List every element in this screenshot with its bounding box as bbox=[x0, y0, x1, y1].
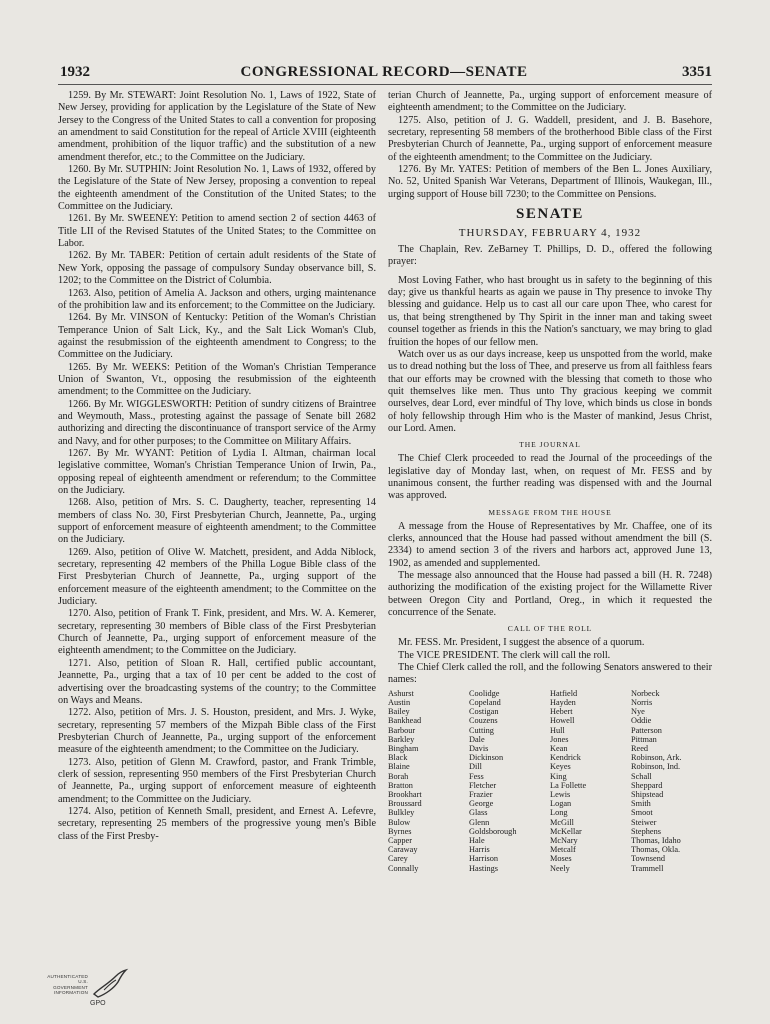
petition-paragraph: 1273. Also, petition of Glenn M. Crawford, pastor, and Frank Trimble, clerk of session, representing 950 members of the First Presbyterian Church of Jeannette, Pa., urging support of enforcement measure of eighteenth amendment; to the Committee on the Judiciary. bbox=[58, 756, 376, 805]
senator-name: Trammell bbox=[631, 863, 664, 873]
senator-name: La Follette bbox=[550, 780, 587, 790]
petition-paragraph: 1265. By Mr. WEEKS: Petition of the Woman's Christian Temperance Union of Swanton, Vt., opposing the resubmission of the eighteenth amendment; to the Committee on the Judiciary. bbox=[58, 361, 376, 398]
petition-paragraph: 1263. Also, petition of Amelia A. Jackson and others, urging maintenance of the prohibition law and its enforcement; to the Committee on the Judiciary. bbox=[58, 287, 376, 311]
senator-name: Townsend bbox=[631, 854, 665, 864]
senator-name: Harrison bbox=[469, 854, 499, 864]
senator-name: Davis bbox=[469, 743, 489, 753]
gpo-authentication-logo bbox=[42, 968, 134, 1012]
senator-name: Thomas, Idaho bbox=[631, 836, 681, 845]
senator-name: Pittman bbox=[631, 734, 657, 744]
senator-name: McGill bbox=[550, 817, 574, 827]
senator-name: Kendrick bbox=[550, 753, 581, 763]
senator-name: Cutting bbox=[469, 725, 494, 735]
senator-name: Caraway bbox=[388, 845, 418, 855]
senator-name: Brookhart bbox=[388, 789, 422, 799]
petition-paragraph: 1274. Also, petition of Kenneth Small, president, and Ernest A. Lefevre, secretary, representing 25 members of the progressive young men's Bible class of the First Presby- bbox=[58, 805, 376, 842]
message-paragraph: A message from the House of Representatives by Mr. Chaffee, one of its clerks, announced that the House had passed without amendment the bill (S. 2334) to amend section 3 of the rivers and harbors act, approved June 13, 1902, as amended and supplemented. bbox=[388, 520, 712, 569]
senator-name: Nye bbox=[631, 707, 645, 717]
senator-name: Blaine bbox=[388, 762, 410, 772]
senator-name: Hastings bbox=[469, 863, 499, 873]
senator-name: Keyes bbox=[550, 762, 571, 772]
petition-paragraph: 1275. Also, petition of J. G. Waddell, president, and J. B. Basehore, secretary, representing 58 members of the brotherhood Bible class of the First Presbyterian Church of Jeannette, Pa., urging support of enforcement measure of the eighteenth amendment; to the Committee on the Judiciary. bbox=[388, 114, 712, 163]
prayer-paragraph: Most Loving Father, who hast brought us in safety to the beginning of this day; give us thankful hearts as again we pause in Thy presence to invoke Thy blessing and guidance. Help us to cast all our care upon Thee, who carest for us, that being strengthened by Thy Spirit in the inner man and taking sweet counsel together as friends in this the Nation's sanctuary, we may bring to glad fruition the hopes of our fellow men. bbox=[388, 274, 712, 348]
senator-name: Fess bbox=[469, 771, 484, 781]
session-date: THURSDAY, FEBRUARY 4, 1932 bbox=[458, 227, 642, 240]
petition-paragraph: 1272. Also, petition of Mrs. J. S. Houston, president, and Mrs. J. Wyke, secretary, representing 57 members of the Mizpah Bible class of the First Presbyterian Church of Jeannette, Pa., urging support of the enforcement measure of the eighteenth amendment; to the Committee on the Judiciary. bbox=[58, 707, 376, 756]
senator-name: Oddie bbox=[631, 716, 652, 726]
roll-text bbox=[388, 637, 712, 686]
petition-paragraph: 1260. By Mr. SUTPHIN: Joint Resolution No. 1, Laws of 1932, offered by the Legislature of the State of New Jersey, proposing a convention to repeal the eighteenth amendment of the Constitution of the United States; to the Committee on the Judiciary. bbox=[58, 164, 376, 213]
senator-name: Jones bbox=[550, 734, 569, 744]
senator-name: Byrnes bbox=[388, 826, 412, 836]
senator-name: Frazier bbox=[469, 789, 493, 799]
senator-name: Harris bbox=[469, 845, 490, 855]
senator-name: Hatfield bbox=[550, 688, 578, 698]
senator-name: Carey bbox=[388, 854, 408, 864]
senator-list bbox=[388, 689, 712, 873]
senator-name: George bbox=[469, 799, 494, 809]
senator-name: Couzens bbox=[469, 716, 498, 726]
senator-column bbox=[388, 689, 469, 873]
petition-paragraph: 1261. By Mr. SWEENEY: Petition to amend section 2 of section 4463 of Title LII of the Revised Statutes of the United States; to the Committee on Labor. bbox=[58, 213, 376, 250]
eagle-icon bbox=[90, 968, 130, 1002]
senator-name: Ashurst bbox=[388, 688, 414, 698]
message-text bbox=[388, 521, 712, 620]
senator-name: Reed bbox=[631, 743, 649, 753]
senator-name: Bankhead bbox=[388, 716, 422, 726]
gpo-mark: GPO bbox=[90, 1000, 106, 1007]
senator-name: Lewis bbox=[550, 789, 571, 799]
logo-text: AUTHENTICATED U.S. GOVERNMENT INFORMATION bbox=[47, 974, 88, 996]
roll-heading: CALL OF THE ROLL bbox=[507, 624, 593, 634]
senator-name: McNary bbox=[550, 836, 578, 845]
senator-name: Robinson, Ark. bbox=[631, 753, 682, 763]
senator-name: Hayden bbox=[550, 697, 576, 707]
senator-name: Howell bbox=[550, 716, 575, 726]
senator-name: Connally bbox=[388, 863, 419, 873]
roll-paragraph: The Chief Clerk called the roll, and the following Senators answered to their names: bbox=[388, 662, 712, 686]
senator-column bbox=[469, 689, 550, 873]
senator-name: Dill bbox=[469, 762, 482, 772]
senator-name: Moses bbox=[550, 854, 572, 864]
petition-paragraph: 1266. By Mr. WIGGLESWORTH: Petition of sundry citizens of Braintree and Weymouth, Mass., protesting against the passage of Senate bill 2682 authorizing and directing the discontinuance of transport service of the Army and Navy, and for other purposes; to the Committee on Military Affairs. bbox=[58, 398, 376, 447]
petition-paragraph: 1271. Also, petition of Sloan R. Hall, certified public accountant, Jeannette, Pa., urging that a tax of 10 per cent be added to the cost of advertising over the broadcasting systems of the country; to the Committee on Ways and Means. bbox=[58, 657, 376, 706]
petition-paragraph: 1269. Also, petition of Olive W. Matchett, president, and Adda Niblock, secretary, representing 42 members of the Philla Logue Bible class of the First Presbyterian Church of Jeannette, Pa., urging support of the enforcement measure of the eighteenth amendment; to the Committee on the Judiciary. bbox=[58, 546, 376, 608]
senator-name: Coolidge bbox=[469, 688, 500, 698]
petition-paragraph: 1276. By Mr. YATES: Petition of members of the Ben L. Jones Auxiliary, No. 52, United Spanish War Veterans, Department of Illinois, Waukegan, Ill., urging support of House bill 7230; to the Committee on Pensions. bbox=[388, 164, 712, 200]
senator-name: Schall bbox=[631, 771, 652, 781]
senator-name: Stephens bbox=[631, 826, 661, 836]
senator-name: Hull bbox=[550, 725, 565, 735]
petition-paragraph: 1268. Also, petition of Mrs. S. C. Daugherty, teacher, representing 14 members of class No. 30, First Presbyterian Church, Jeannette, Pa., urging support of enforcement measure of eighteenth amendment; to the Committee on the Judiciary. bbox=[58, 497, 376, 546]
senator-name: Smith bbox=[631, 799, 651, 809]
petition-paragraph: 1259. By Mr. STEWART: Joint Resolution No. 1, Laws of 1922, State of New Jersey, providing for application by the Legislature of the State of New Jersey to the Congress of the United States to call a convention for proposing an amendment to said Constitution for the repeal of Article XVIII (eighteenth amendment, prohibition of the liquor traffic) and the substitution of a new amendment therefor, etc.; to the Committee on the Judiciary. bbox=[58, 90, 376, 163]
petition-paragraph: 1270. Also, petition of Frank T. Fink, president, and Mrs. W. A. Kemerer, secretary, representing 30 members of Bible class of the First Presbyterian Church of Jeannette, Pa., urging support of enforcement measure of the eighteenth amendment; to the Committee on the Judiciary. bbox=[58, 608, 376, 657]
right-column bbox=[388, 90, 712, 873]
senator-name: Borah bbox=[388, 771, 409, 781]
senator-name: Robinson, Ind. bbox=[631, 762, 681, 772]
prayer bbox=[388, 275, 712, 435]
roll-paragraph: Mr. FESS. Mr. President, I suggest the absence of a quorum. bbox=[398, 637, 645, 649]
petition-paragraph: 1267. By Mr. WYANT: Petition of Lydia I. Altman, chairman local legislative committee, Woman's Christian Temperance Union of Irwin, Pa., opposing repeal of eighteenth amendment or referendum; to the Committee on the Judiciary. bbox=[58, 447, 376, 496]
header-title: CONGRESSIONAL RECORD—SENATE bbox=[240, 64, 528, 80]
senator-name: Costigan bbox=[469, 707, 499, 717]
senate-heading: SENATE bbox=[516, 206, 584, 223]
page-header bbox=[56, 62, 712, 82]
senator-name: Fletcher bbox=[469, 780, 497, 790]
senator-name: Sheppard bbox=[631, 780, 663, 790]
senator-name: Shipstead bbox=[631, 789, 664, 799]
roll-paragraph: The VICE PRESIDENT. The clerk will call the roll. bbox=[398, 649, 611, 661]
message-heading: MESSAGE FROM THE HOUSE bbox=[488, 507, 612, 517]
petition-paragraph: 1262. By Mr. TABER: Petition of certain adult residents of the State of New York, opposing the passage of compulsory Sunday observance bill, S. 1202; to the Committee on the District of Columbia. bbox=[58, 250, 376, 287]
header-year: 1932 bbox=[60, 64, 90, 80]
journal-heading: THE JOURNAL bbox=[519, 440, 581, 450]
senator-column bbox=[550, 689, 631, 873]
senator-name: King bbox=[550, 771, 567, 781]
senator-name: Smoot bbox=[631, 808, 653, 818]
senator-column bbox=[631, 689, 712, 873]
journal-text: The Chief Clerk proceeded to read the Journal of the proceedings of the legislative day of Monday last, when, on request of Mr. FESS and by unanimous consent, the further reading was dispensed with and the Journal was approved. bbox=[388, 453, 712, 502]
senator-name: Dale bbox=[469, 734, 485, 744]
senator-name: McKellar bbox=[550, 826, 582, 836]
senator-name: Norris bbox=[631, 697, 653, 707]
left-column bbox=[58, 90, 376, 843]
senator-name: Goldsborough bbox=[469, 826, 517, 836]
senator-name: Bingham bbox=[388, 743, 419, 753]
senator-name: Logan bbox=[550, 799, 572, 809]
senator-name: Hale bbox=[469, 836, 485, 845]
senator-name: Dickinson bbox=[469, 753, 504, 763]
senator-name: Glenn bbox=[469, 817, 490, 827]
senator-name: Barbour bbox=[388, 725, 416, 735]
senator-name: Bulow bbox=[388, 817, 411, 827]
senator-name: Long bbox=[550, 808, 568, 818]
petition-paragraph: 1264. By Mr. VINSON of Kentucky: Petition of the Woman's Christian Temperance Union of Salt Lick, Ky., and the Salt Lick Woman's Club, against the resubmission of the eighteenth amendment to Congress; to the Committee on the Judiciary. bbox=[58, 312, 376, 361]
senator-name: Steiwer bbox=[631, 817, 657, 827]
message-paragraph: The message also announced that the House had passed a bill (H. R. 7248) authorizing the modification of the existing project for the Willamette River between Oregon City and Portland, Oreg., in which it requested the concurrence of the Senate. bbox=[388, 570, 712, 619]
prayer-paragraph: Watch over us as our days increase, keep us unspotted from the world, make us to dread nothing but the loss of Thee, and preserve us from all faithless fears that our efforts may be crowned with the blessing that cometh to those who quit themselves like men. Thus unto Thy gracious keeping we commit ourselves, dear Lord, ever mindful of Thy love, which binds us close in bonds of holy fellowship through Him who is the Master of mankind, Jesus Christ, our Lord. Amen. bbox=[388, 348, 712, 434]
senator-name: Thomas, Okla. bbox=[631, 845, 681, 855]
senator-name: Copeland bbox=[469, 697, 501, 707]
senator-name: Austin bbox=[388, 697, 411, 707]
senator-name: Broussard bbox=[388, 799, 422, 809]
petitions-continued bbox=[388, 90, 712, 201]
petition-paragraph: terian Church of Jeannette, Pa., urging support of enforcement measure of eighteenth amendment; to the Committee on the Judiciary. bbox=[388, 90, 712, 114]
senator-name: Kean bbox=[550, 743, 568, 753]
senator-name: Black bbox=[388, 753, 408, 763]
senator-name: Patterson bbox=[631, 725, 662, 735]
chaplain-intro: The Chaplain, Rev. ZeBarney T. Phillips, D. D., offered the following prayer: bbox=[388, 244, 712, 268]
senator-name: Bulkley bbox=[388, 808, 415, 818]
senator-name: Metcalf bbox=[550, 845, 576, 855]
senator-name: Capper bbox=[388, 836, 412, 845]
senator-name: Bratton bbox=[388, 780, 413, 790]
senator-name: Neely bbox=[550, 863, 570, 873]
senator-name: Bailey bbox=[388, 707, 410, 717]
senator-name: Hebert bbox=[550, 707, 573, 717]
senator-name: Barkley bbox=[388, 734, 415, 744]
header-rule bbox=[58, 84, 712, 85]
senator-name: Glass bbox=[469, 808, 488, 818]
senator-name: Norbeck bbox=[631, 688, 660, 698]
header-page-number: 3351 bbox=[682, 64, 712, 80]
